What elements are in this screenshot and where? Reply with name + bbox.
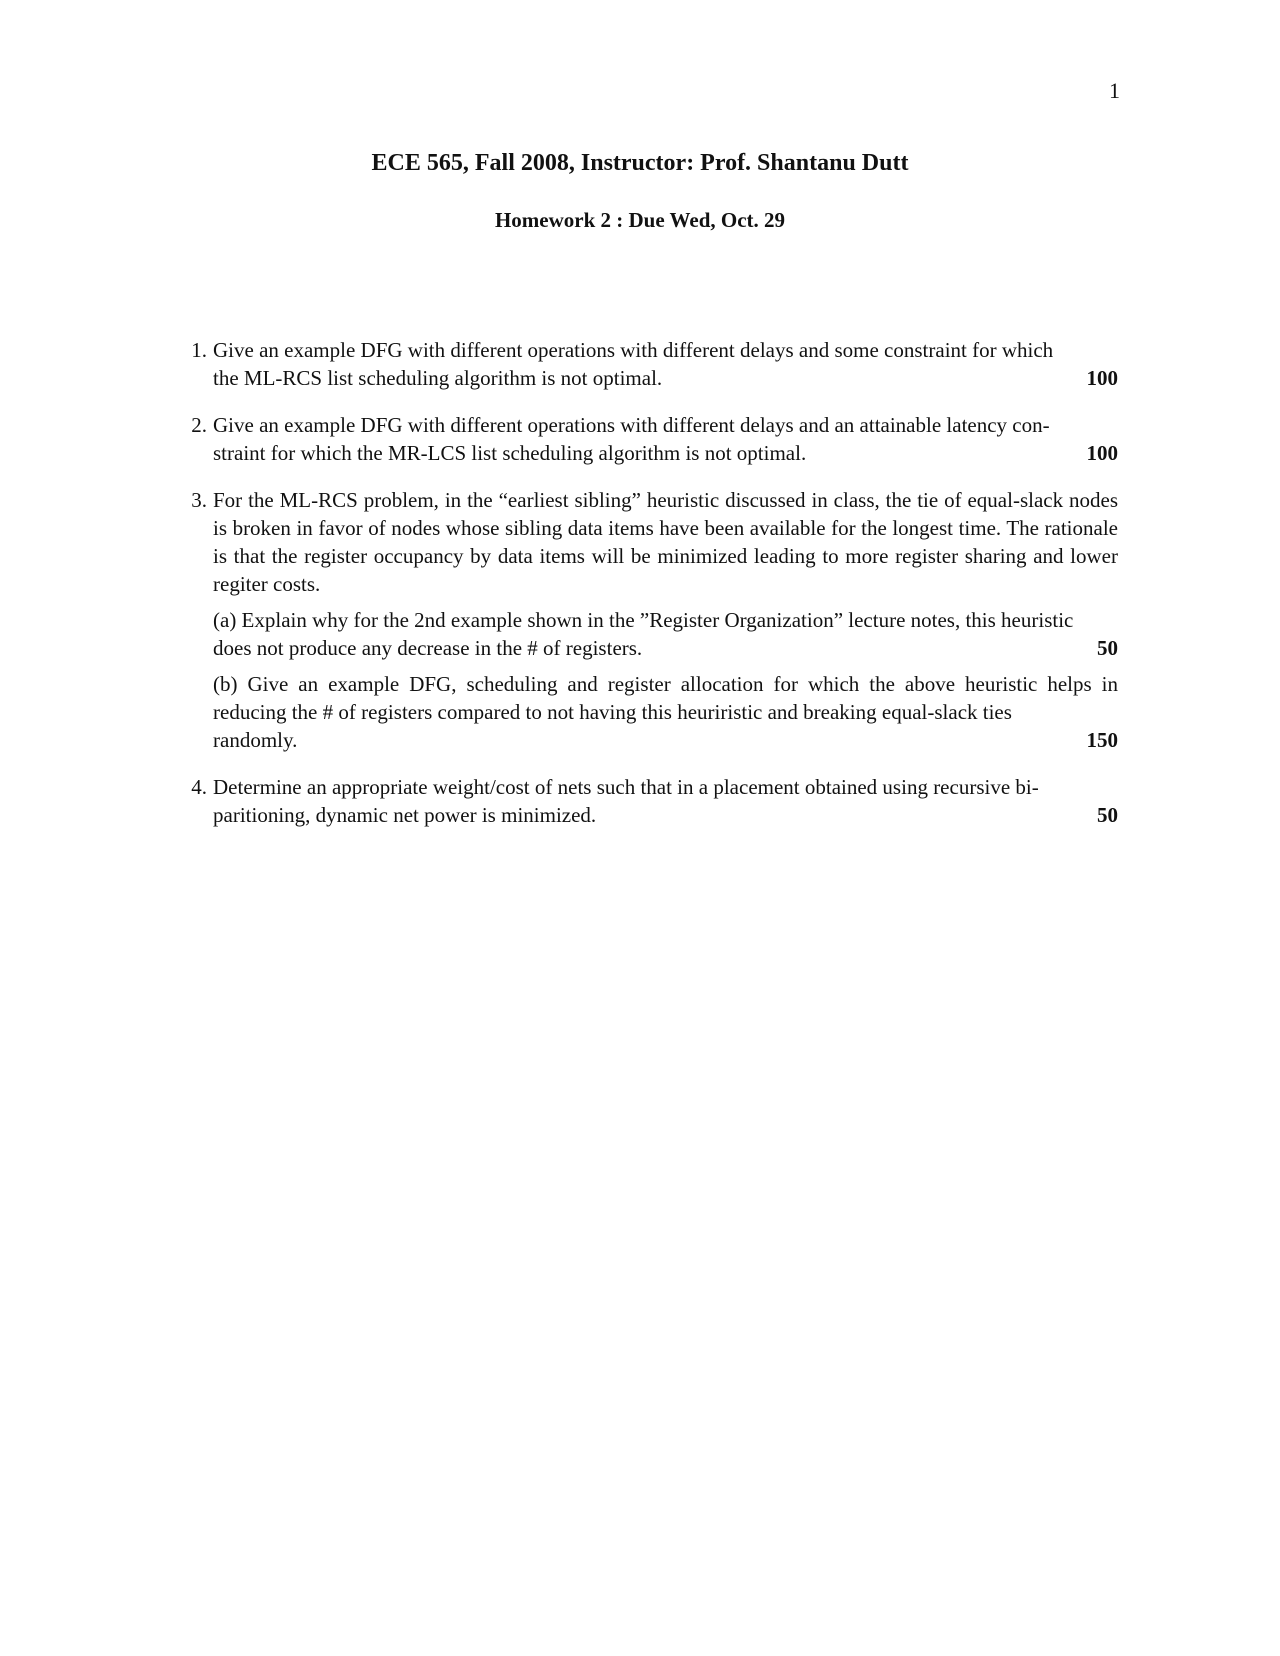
problem-4: [191, 773, 1118, 829]
problem-list: [191, 336, 1118, 848]
part-last-line: [213, 634, 1118, 662]
page-number: 1: [1109, 78, 1120, 103]
part-text-end: randomly.: [213, 728, 298, 752]
part-points: 50: [1097, 636, 1118, 660]
problem-text-end: straint for which the MR-LCS list scheduling algorithm is not optimal.: [213, 441, 807, 465]
problem-1: [191, 336, 1118, 392]
problem-number: 4.: [191, 775, 207, 799]
problem-3-part-a: [213, 606, 1118, 662]
part-text: (b) Give an example DFG, scheduling and register allocation for which the above heuristic helps in reducing the # of registers compared to not having this heuriristic and breaking equal-slack ties: [213, 672, 1118, 724]
page-subtitle: Homework 2 : Due Wed, Oct. 29: [494, 208, 786, 232]
part-last-line: [213, 726, 1118, 754]
problem-3: [191, 486, 1118, 754]
problem-last-line: [213, 439, 1118, 467]
problem-points: 100: [1086, 441, 1118, 465]
problem-text: For the ML-RCS problem, in the “earliest sibling” heuristic discussed in class, the tie of equal-slack nodes is broken in favor of nodes whose sibling data items have been available for the longest time. The rationale is that the register occupancy by data items will be minimized leading to more register sharing and lower regiter costs.: [213, 488, 1118, 596]
problem-last-line: [213, 801, 1118, 829]
problem-text: Give an example DFG with different operations with different delays and an attainable latency con-: [213, 413, 1050, 437]
problem-text: Determine an appropriate weight/cost of nets such that in a placement obtained using recursive bi-: [213, 775, 1039, 799]
part-text: (a) Explain why for the 2nd example shown in the ”Register Organization” lecture notes, this heuristic: [213, 608, 1074, 632]
problem-text: Give an example DFG with different operations with different delays and some constraint for which: [213, 338, 1054, 362]
problem-3-part-b: [213, 670, 1118, 754]
page-title: ECE 565, Fall 2008, Instructor: Prof. Shantanu Dutt: [371, 150, 909, 176]
problem-number: 1.: [191, 338, 207, 362]
part-text-end: does not produce any decrease in the # of registers.: [213, 636, 643, 660]
problem-text-end: paritioning, dynamic net power is minimized.: [213, 803, 597, 827]
part-points: 150: [1086, 728, 1118, 752]
problem-number: 3.: [191, 488, 207, 512]
problem-points: 100: [1086, 366, 1118, 390]
problem-text-end: the ML-RCS list scheduling algorithm is not optimal.: [213, 366, 663, 390]
problem-last-line: [213, 364, 1118, 392]
problem-points: 50: [1097, 803, 1118, 827]
problem-number: 2.: [191, 413, 207, 437]
problem-2: [191, 411, 1118, 467]
